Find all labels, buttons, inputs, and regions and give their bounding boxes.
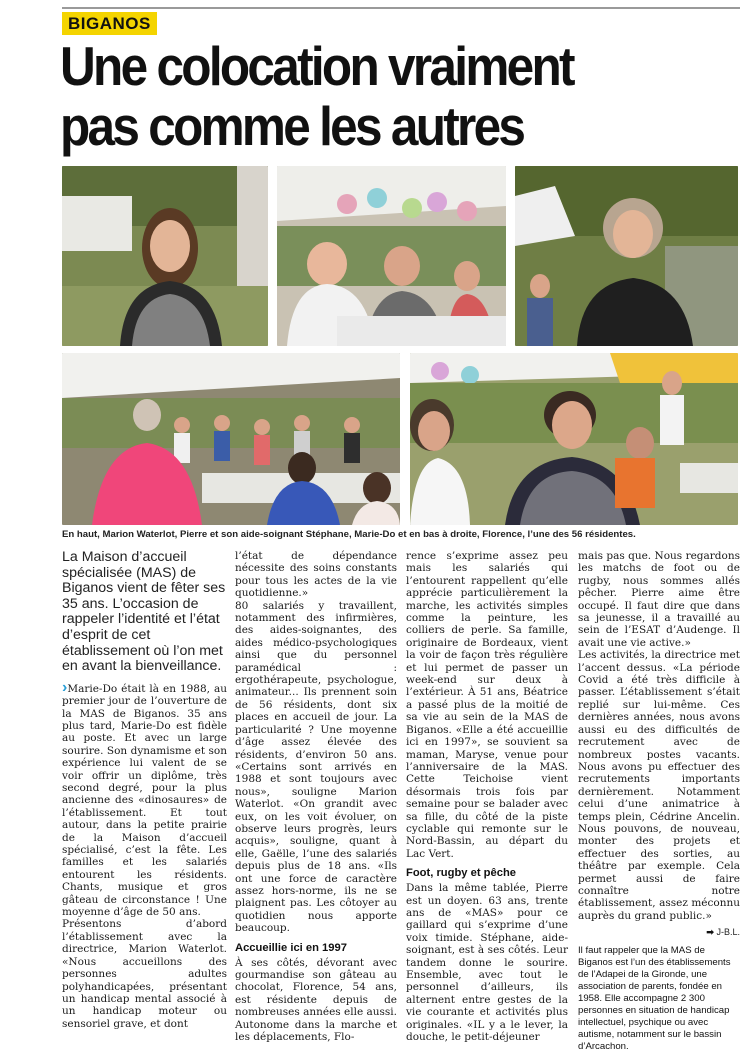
quote-mark-icon: ›: [62, 678, 68, 696]
article-paragraph: 80 salariés y travaillent, notamment des infirmières, des aides-soignantes, des aides médico-psychologiques ainsi que du personnel paramédical : ergothérapeute, psychologue, animateur... Ils prennent soin de 56 résidents, dont six places en accueil de jour. La particularité ? Une moyenne d’âge assez élevée des résidents, d’environ 50 ans. «Certains sont arrivés en 1988 et sont toujours avec nous», souligne Marion Waterlot. «On grandit avec eux, on les voit évoluer, on observe leurs progrès, leurs acquis», souligne, quant à elle, Gaëlle, l’une des salariés depuis plus de 18 ans. «Ils ont une force de caractère assez hors-norme, ils ne se plaignent pas. Les côtoyer au quotidien nous apporte beaucoup.: [235, 599, 397, 935]
photo-florence: [410, 353, 738, 525]
photo-fete-tablee: [62, 353, 400, 525]
article-headline: Une colocation vraiment pas comme les autres: [60, 35, 573, 157]
article-paragraph: Les activités, la directrice met l’accent dessus. «La période Covid a été très difficile à passer. L’établissement s’était replié sur lui-même. Ces dernières années, nous avons aussi eu des difficultés de recrutement avec de nombreux postes vacants. Nous avons pu effectuer des recrutements importants dernièrement. Notamment celui d’une animatrice à temps plein, Cédrine Ancelin. Nous pouvons, de nouveau, monter des projets et effectuer des sorties, au théâtre par exemple. Cela permet aussi de faire connaître notre établissement, assez méconnu auprès du grand public.»: [578, 649, 740, 922]
article-column-1: [62, 550, 227, 1030]
photo-pierre-stephane: [277, 166, 506, 346]
article-paragraph: Dans la même tablée, Pierre est un doyen. 63 ans, trente ans de «MAS» pour ce gaillard qui s’exprime d’une voix timide. Stéphane, aide-soignant, est à ses côtés. Leur tandem donne le sourire. Ensemble, avec tout le personnel d’ailleurs, ils alternent entre gestes de la vie courante et activités plus originales. «IL y a le lever, la douche, le petit-déjeuner: [406, 882, 568, 1044]
article-lead: La Maison d’accueil spécialisée (MAS) de Biganos vient de fêter ses 35 ans. L’occasion de rappeler l’identité et l’état d’esprit de cet établissement où l’on met en avant la bienveillance.: [62, 549, 226, 675]
article-paragraph: Présentons d’abord l’établissement avec la directrice, Marion Waterlot. «Nous accueillons des personnes adultes polyhandicapées, présentant un handicap mental associé à un handicap moteur ou sensoriel grave, et dont: [62, 918, 227, 1030]
article-column-2: [235, 550, 397, 1043]
article-paragraph: mais pas que. Nous regardons les matchs de foot ou de rugby, nous sommes allés pêcher. Pierre aime être occupé. Il faut dire que dans sa jeunesse, il a travaillé au sein de l’ESAT d’Audenge. Il avait une vie active.»: [578, 550, 740, 649]
top-rule: [62, 7, 740, 9]
signature-arrow-icon: ➡: [706, 927, 714, 938]
article-paragraph: l’état de dépendance nécessite des soins constants pour tous les actes de la vie quotidienne.»: [235, 550, 397, 600]
article-subhead: Foot, rugby et pêche: [406, 867, 517, 880]
article-paragraph: À ses côtés, dévorant avec gourmandise son gâteau au chocolat, Florence, 54 ans, est résidente depuis de nombreuses années elle aussi. Autonome dans la marche et les déplacements, Flo-: [235, 956, 398, 1044]
article-column-3: [406, 550, 568, 1043]
article-subhead: Accueillie ici en 1997: [235, 941, 347, 954]
article-body-text: Marie-Do était là en 1988, au premier jour de l’ouverture de la MAS de Biganos. 35 ans plus tard, Marie-Do est fidèle au poste. Et avec un large sourire. Son dynamisme et son expérience lui valent de se voir offrir un diplôme, très second degré, pour la plus ancienne des «dinosaures» de l’établissement. Et tout autour, dans la petite prairie de la Maison d’accueil spécialisé, c’est la fête. Les familles et les salariés entourent les résidents. Chants, musique et gros gâteau de circonstance ! Une moyenne d’âge de 50 ans.: [62, 682, 227, 919]
photo-caption: En haut, Marion Waterlot, Pierre et son aide-soignant Stéphane, Marie-Do et en bas à droite, Florence, l’une des 56 résidentes.: [62, 529, 636, 540]
info-note: Il faut rappeler que la MAS de Biganos est l’un des établissements de l’Adapei de la Gironde, une association de parents, fondée en 1958. Elle accompagne 2 300 personnes en situation de handicap intellectuel, psychique ou avec autisme, notamment sur le bassin d’Arcachon.: [578, 944, 731, 1052]
photo-marion-waterlot: [62, 166, 268, 346]
photo-marie-do: [515, 166, 738, 346]
section-tag: BIGANOS: [62, 12, 157, 35]
article-column-4: [578, 550, 740, 1053]
author-initials: J-B.L.: [716, 927, 740, 938]
article-paragraph: [62, 678, 227, 919]
article-paragraph: rence s’exprime assez peu mais les salariés qui l’entourent rappellent qu’elle apprécie particulièrement la marche, les activités simples comme la peinture, les colliers de perle. Sa famille, originaire de Bordeaux, vient la voir de façon très régulière et lui permet de passer un week-end sur deux à l’extérieur. À 51 ans, Béatrice a passé plus de la moitié de sa vie au sein de la MAS de Biganos. «Elle a été accueillie ici en 1997», se souvient sa maman, Maryse, venue pour l’anniversaire de la MAS. Cette Teichoise vient désormais trois fois par semaine pour se balader avec sa fille, du côté de la piste cyclable qui remonte sur le Nord-Bassin, au départ du Lac Vert.: [406, 550, 568, 860]
author-signature: [578, 926, 740, 938]
